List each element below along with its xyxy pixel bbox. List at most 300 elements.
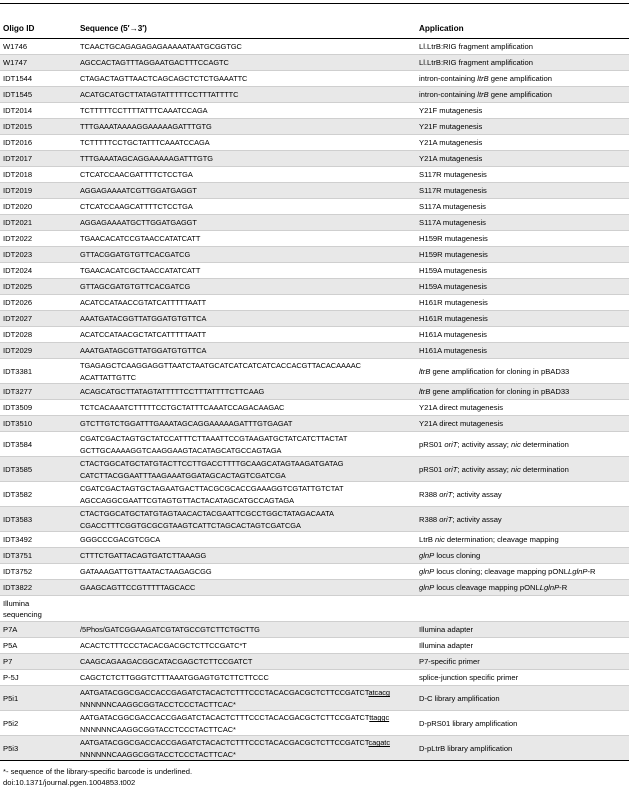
oligo-id-text: IDT2018 bbox=[3, 170, 33, 180]
cell-sequence bbox=[80, 711, 415, 736]
cell-application bbox=[419, 507, 627, 532]
cell-sequence bbox=[80, 507, 415, 532]
sequence-line: CTACTGGCATGCTATGTAGTAACACTACGAATTCGCCTGGCTATAGACAATA bbox=[80, 509, 334, 519]
cell-sequence bbox=[80, 736, 415, 761]
cell-sequence bbox=[80, 482, 415, 507]
application-text: H161A mutagenesis bbox=[419, 330, 487, 340]
application-text: ltrB gene amplification for cloning in pBAD33 bbox=[419, 387, 570, 397]
application-text: H159A mutagenesis bbox=[419, 266, 487, 276]
sequence-segment: AATGATACGGCGACCACCGAGATCTACACTCTTTCCCTACACGACGCTCTTCCGATCT bbox=[80, 738, 369, 748]
sequence-line: CTAGACTAGTTAACTCAGCAGCTCTCTGAAATTC bbox=[80, 74, 248, 84]
cell-oligo-id bbox=[3, 215, 77, 231]
table-row bbox=[0, 311, 629, 327]
application-text: S117R mutagenesis bbox=[419, 170, 487, 180]
sequence-line bbox=[80, 687, 390, 698]
cell-oligo-id bbox=[3, 736, 77, 761]
cell-sequence bbox=[80, 263, 415, 279]
cell-oligo-id bbox=[3, 580, 77, 596]
application-text: S117A mutagenesis bbox=[419, 218, 486, 228]
oligo-id-text: IDT2017 bbox=[3, 154, 33, 164]
oligo-id-text: IDT3509 bbox=[3, 403, 33, 413]
table-row bbox=[0, 39, 629, 55]
oligo-id-text: IDT3582 bbox=[3, 489, 33, 499]
cell-oligo-id bbox=[3, 400, 77, 416]
cell-sequence bbox=[80, 199, 415, 215]
table-row bbox=[0, 686, 629, 711]
sequence-line: AGCCACTAGTTTAGGAATGACTTTCCAGTC bbox=[80, 58, 229, 68]
cell-oligo-id bbox=[3, 686, 77, 711]
oligo-id-text: IDT1544 bbox=[3, 74, 33, 84]
cell-oligo-id bbox=[3, 263, 77, 279]
cell-oligo-id bbox=[3, 432, 77, 457]
sequence-line: ACATGCATGCTTATAGTATTTTTCCTTTATTTTC bbox=[80, 90, 239, 100]
cell-oligo-id bbox=[3, 548, 77, 564]
cell-application bbox=[419, 151, 627, 167]
table-row bbox=[0, 103, 629, 119]
cell-oligo-id bbox=[3, 384, 77, 400]
sequence-line: TGAACACATCCGTAACCATATCATT bbox=[80, 234, 201, 244]
table-row bbox=[0, 279, 629, 295]
sequence-line: CGATCGACTAGTGCTATCCATTTCTTAAATTCCGTAAGATGCTATCATCTTACTAT bbox=[80, 434, 348, 444]
application-text: Y21A mutagenesis bbox=[419, 154, 483, 164]
cell-application bbox=[419, 167, 627, 183]
cell-oligo-id bbox=[3, 416, 77, 432]
cell-sequence bbox=[80, 151, 415, 167]
cell-application bbox=[419, 670, 627, 686]
oligo-id-text: IDT3752 bbox=[3, 567, 33, 577]
oligo-id-text: W1747 bbox=[3, 58, 28, 68]
oligo-id-text: IDT2023 bbox=[3, 250, 33, 260]
top-rule bbox=[0, 3, 629, 4]
sequence-line: TGAACACATCGCTAACCATATCATT bbox=[80, 266, 201, 276]
sequence-line: TGAGAGCTCAAGGAGGTTAATCTAATGCATCATCATCATCACCACGTTACACAAAAC bbox=[80, 361, 361, 371]
table-row bbox=[0, 670, 629, 686]
sequence-line: TCTTTTTCCTTTTATTTCAAATCCAGA bbox=[80, 106, 208, 116]
application-text: Y21F mutagenesis bbox=[419, 122, 483, 132]
application-text: Ll.LtrB:RIG fragment amplification bbox=[419, 58, 533, 68]
footnote-note: *- sequence of the library-specific barcode is underlined. bbox=[3, 767, 193, 776]
cell-oligo-id bbox=[3, 87, 77, 103]
cell-sequence bbox=[80, 384, 415, 400]
cell-sequence bbox=[80, 311, 415, 327]
cell-oligo-id bbox=[3, 151, 77, 167]
cell-sequence bbox=[80, 548, 415, 564]
application-text: pRS01 oriT; activity assay; nic determination bbox=[419, 439, 569, 449]
cell-oligo-id bbox=[3, 279, 77, 295]
table-row bbox=[0, 736, 629, 761]
application-text: D-pLtrB library amplification bbox=[419, 743, 513, 753]
sequence-line: CTACTGGCATGCTATGTACTTCCTTGACCTTTTGCAAGCATAGTAAGATGATAG bbox=[80, 459, 344, 469]
application-text: Illumina adapter bbox=[419, 625, 474, 635]
cell-sequence bbox=[80, 622, 415, 638]
sequence-line bbox=[80, 712, 389, 723]
bottom-rule bbox=[0, 760, 629, 761]
table-row bbox=[0, 135, 629, 151]
cell-application bbox=[419, 55, 627, 71]
cell-oligo-id bbox=[3, 532, 77, 548]
cell-oligo-id bbox=[3, 231, 77, 247]
sequence-line: /5Phos/GATCGGAAGATCGTATGCCGTCTTCTGCTTG bbox=[80, 625, 260, 635]
cell-oligo-id bbox=[3, 135, 77, 151]
cell-application bbox=[419, 247, 627, 263]
cell-application bbox=[419, 119, 627, 135]
cell-application bbox=[419, 482, 627, 507]
cell-application bbox=[419, 311, 627, 327]
cell-sequence bbox=[80, 167, 415, 183]
oligo-id-text: IDT2028 bbox=[3, 330, 33, 340]
oligo-id-text: P7A bbox=[3, 625, 18, 635]
cell-oligo-id bbox=[3, 482, 77, 507]
sequence-line: AAATGATACGGTTATGGATGTGTTCA bbox=[80, 314, 207, 324]
cell-sequence bbox=[80, 654, 415, 670]
sequence-segment: AATGATACGGCGACCACCGAGATCTACACTCTTTCCCTACACGACGCTCTTCCGATCT bbox=[80, 688, 369, 698]
application-text: Y21A direct mutagenesis bbox=[419, 419, 504, 429]
cell-application bbox=[419, 596, 627, 622]
cell-application bbox=[419, 343, 627, 359]
cell-application bbox=[419, 215, 627, 231]
oligo-id-text: P7 bbox=[3, 657, 13, 667]
oligo-id-text: IDT2025 bbox=[3, 282, 33, 292]
application-text: intron-containing ltrB gene amplification bbox=[419, 74, 552, 84]
sequence-line: ACACTCTTTCCCTACACGACGCTCTTCCGATC*T bbox=[80, 641, 247, 651]
oligo-id-text: P5i3 bbox=[3, 743, 19, 753]
cell-application bbox=[419, 279, 627, 295]
cell-oligo-id bbox=[3, 55, 77, 71]
cell-sequence bbox=[80, 596, 415, 622]
application-text: H159R mutagenesis bbox=[419, 250, 488, 260]
cell-sequence bbox=[80, 686, 415, 711]
cell-application bbox=[419, 736, 627, 761]
table-row bbox=[0, 457, 629, 482]
table-row bbox=[0, 247, 629, 263]
table-header bbox=[0, 21, 629, 37]
oligo-id-text: IDT2015 bbox=[3, 122, 33, 132]
application-text: pRS01 oriT; activity assay; nic determination bbox=[419, 464, 569, 474]
oligo-id-text: IDT2020 bbox=[3, 202, 33, 212]
cell-sequence bbox=[80, 231, 415, 247]
application-text: LtrB nic determination; cleavage mapping bbox=[419, 535, 559, 545]
oligo-id-text: P5i1 bbox=[3, 693, 19, 703]
sequence-line: CTCATCCAAGCATTTTCTCCTGA bbox=[80, 202, 193, 212]
oligo-id-text: IDT3381 bbox=[3, 366, 33, 376]
cell-application bbox=[419, 457, 627, 482]
table-row bbox=[0, 596, 629, 622]
cell-oligo-id bbox=[3, 71, 77, 87]
table-row bbox=[0, 87, 629, 103]
cell-sequence bbox=[80, 532, 415, 548]
application-text: H161R mutagenesis bbox=[419, 314, 488, 324]
cell-sequence bbox=[80, 183, 415, 199]
oligo-id-text: IDT2027 bbox=[3, 314, 33, 324]
cell-sequence bbox=[80, 343, 415, 359]
oligo-id-text: IDT3584 bbox=[3, 439, 33, 449]
sequence-line: NNNNNNCAAGGCGGTACCTCCCTACTTCAC* bbox=[80, 724, 236, 734]
cell-application bbox=[419, 359, 627, 384]
sequence-line: AGGAGAAAATGCTTGGATGAGGT bbox=[80, 218, 197, 228]
oligo-id-text: P5A bbox=[3, 641, 18, 651]
application-text: R388 oriT; activity assay bbox=[419, 489, 502, 499]
sequence-line: TTTGAAATAGCAGGAAAAAGATTTGTG bbox=[80, 154, 213, 164]
cell-application bbox=[419, 384, 627, 400]
cell-sequence bbox=[80, 670, 415, 686]
cell-oligo-id bbox=[3, 295, 77, 311]
cell-sequence bbox=[80, 39, 415, 55]
cell-application bbox=[419, 638, 627, 654]
table-row bbox=[0, 119, 629, 135]
oligo-id-text: IDT2026 bbox=[3, 298, 33, 308]
sequence-line: AAATGATAGCGTTATGGATGTGTTCA bbox=[80, 346, 207, 356]
cell-application bbox=[419, 135, 627, 151]
cell-application bbox=[419, 263, 627, 279]
application-text: D-pRS01 library amplification bbox=[419, 718, 518, 728]
cell-oligo-id bbox=[3, 507, 77, 532]
cell-sequence bbox=[80, 416, 415, 432]
sequence-line: GGGCCCGACGTCGCA bbox=[80, 535, 161, 545]
table-row bbox=[0, 199, 629, 215]
sequence-line: GTCTTGTCTGGATTTGAAATAGCAGGAAAAAGATTTGTGAGAT bbox=[80, 419, 293, 429]
header-oligo-id: Oligo ID bbox=[3, 24, 35, 34]
cell-sequence bbox=[80, 247, 415, 263]
application-text: H159A mutagenesis bbox=[419, 282, 487, 292]
cell-sequence bbox=[80, 135, 415, 151]
sequence-line: TCTCACAAATCTTTTTCCTGCTATTTCAAATCCAGACAAGAC bbox=[80, 403, 285, 413]
application-text: Y21A mutagenesis bbox=[419, 138, 483, 148]
table-row bbox=[0, 432, 629, 457]
barcode-underlined: cagatc bbox=[368, 738, 390, 748]
footnote-doi: doi:10.1371/journal.pgen.1004853.t002 bbox=[3, 778, 136, 787]
cell-sequence bbox=[80, 103, 415, 119]
cell-application bbox=[419, 654, 627, 670]
table-row bbox=[0, 231, 629, 247]
application-text: Y21A direct mutagenesis bbox=[419, 403, 504, 413]
cell-application bbox=[419, 87, 627, 103]
oligo-id-text: P5i2 bbox=[3, 718, 19, 728]
oligo-id-text: P-5J bbox=[3, 673, 19, 683]
cell-application bbox=[419, 39, 627, 55]
sequence-line: CAGCTCTCTTGGGTCTTTAAATGGAGTGTCTTCTTCCC bbox=[80, 673, 269, 683]
cell-oligo-id bbox=[3, 39, 77, 55]
cell-oligo-id bbox=[3, 711, 77, 736]
sequence-line: ACATTATTGTTC bbox=[80, 372, 137, 382]
application-text: S117A mutagenesis bbox=[419, 202, 486, 212]
application-text: H161A mutagenesis bbox=[419, 346, 487, 356]
cell-oligo-id bbox=[3, 183, 77, 199]
table-row bbox=[0, 55, 629, 71]
cell-application bbox=[419, 686, 627, 711]
oligo-id-text: IDT3277 bbox=[3, 387, 33, 397]
cell-sequence bbox=[80, 432, 415, 457]
cell-oligo-id bbox=[3, 327, 77, 343]
cell-sequence bbox=[80, 279, 415, 295]
application-text: H161R mutagenesis bbox=[419, 298, 488, 308]
sequence-line: GCTTGCAAAAGGTCAAGGAAGTACATAGCATGCCAGTAGA bbox=[80, 445, 282, 455]
sequence-line: GATAAAGATTGTTAATACTAAGAGCGG bbox=[80, 567, 212, 577]
cell-application bbox=[419, 231, 627, 247]
cell-oligo-id bbox=[3, 622, 77, 638]
cell-sequence bbox=[80, 400, 415, 416]
oligo-id-text: IDT2016 bbox=[3, 138, 33, 148]
application-text: P7-specific primer bbox=[419, 657, 480, 667]
cell-application bbox=[419, 71, 627, 87]
cell-oligo-id bbox=[3, 670, 77, 686]
sequence-line: TCAACTGCAGAGAGAGAAAAATAATGCGGTGC bbox=[80, 42, 242, 52]
barcode-underlined: ttaggc bbox=[369, 713, 390, 723]
table-row bbox=[0, 507, 629, 532]
cell-sequence bbox=[80, 359, 415, 384]
oligo-id-text: Illumina sequencing bbox=[3, 598, 42, 619]
oligo-id-text: IDT2024 bbox=[3, 266, 33, 276]
cell-oligo-id bbox=[3, 103, 77, 119]
sequence-segment: AATGATACGGCGACCACCGAGATCTACACTCTTTCCCTACACGACGCTCTTCCGATCT bbox=[80, 713, 370, 723]
cell-application bbox=[419, 564, 627, 580]
table-row bbox=[0, 327, 629, 343]
sequence-line: GTTACGGATGTGTTCACGATCG bbox=[80, 250, 191, 260]
table-row bbox=[0, 711, 629, 736]
oligo-id-text: IDT2029 bbox=[3, 346, 33, 356]
table-row bbox=[0, 384, 629, 400]
sequence-line: CATCTTACGGAATTTAAGAAATGGATAGCACTAGTCGATCGA bbox=[80, 470, 286, 480]
cell-application bbox=[419, 103, 627, 119]
oligo-id-text: IDT2019 bbox=[3, 186, 33, 196]
table-row bbox=[0, 400, 629, 416]
sequence-line: GAAGCAGTTCCGTTTTTAGCACC bbox=[80, 583, 196, 593]
cell-oligo-id bbox=[3, 359, 77, 384]
application-text: splice-junction specific primer bbox=[419, 673, 519, 683]
sequence-line: NNNNNNCAAGGCGGTACCTCCCTACTTCAC* bbox=[80, 749, 236, 759]
sequence-line: GTTAGCGATGTGTTCACGATCG bbox=[80, 282, 191, 292]
sequence-line: AGGAGAAAATCGTTGGATGAGGT bbox=[80, 186, 197, 196]
table-row bbox=[0, 482, 629, 507]
table-row bbox=[0, 654, 629, 670]
cell-oligo-id bbox=[3, 457, 77, 482]
table-row bbox=[0, 263, 629, 279]
cell-sequence bbox=[80, 457, 415, 482]
cell-application bbox=[419, 580, 627, 596]
sequence-line: ACATCCATAACGCTATCATTTTTAATT bbox=[80, 330, 207, 340]
cell-application bbox=[419, 183, 627, 199]
oligo-id-text: IDT3585 bbox=[3, 464, 33, 474]
sequence-line: TCTTTTTCCTGCTATTTCAAATCCAGA bbox=[80, 138, 210, 148]
oligo-id-text: IDT3492 bbox=[3, 535, 33, 545]
table-row bbox=[0, 295, 629, 311]
application-text: intron-containing ltrB gene amplification bbox=[419, 90, 552, 100]
table-row bbox=[0, 215, 629, 231]
application-text: D-C library amplification bbox=[419, 693, 500, 703]
sequence-line: CGACCTTTCGGTGCGCGTAAGTCATTCTAGCACTAGTCGATCGA bbox=[80, 520, 301, 530]
sequence-line: AGCCAGGCGAATTCGTAGTGTTACTACATAGCATGCCAGTAGA bbox=[80, 495, 294, 505]
oligo-id-text: IDT1545 bbox=[3, 90, 33, 100]
sequence-line: CGATCGACTAGTGCTAGAATGACTTACGCGCACCGAAAGGTCGTATTGTCTAT bbox=[80, 484, 344, 494]
cell-sequence bbox=[80, 215, 415, 231]
cell-oligo-id bbox=[3, 247, 77, 263]
sequence-line: NNNNNNCAAGGCGGTACCTCCCTACTTCAC* bbox=[80, 699, 236, 709]
cell-oligo-id bbox=[3, 654, 77, 670]
cell-application bbox=[419, 622, 627, 638]
application-text: Illumina adapter bbox=[419, 641, 474, 651]
cell-application bbox=[419, 199, 627, 215]
cell-sequence bbox=[80, 87, 415, 103]
cell-sequence bbox=[80, 55, 415, 71]
cell-application bbox=[419, 711, 627, 736]
cell-sequence bbox=[80, 327, 415, 343]
application-text: glnP locus cloning bbox=[419, 551, 481, 561]
application-text: R388 oriT; activity assay bbox=[419, 514, 502, 524]
table-row bbox=[0, 580, 629, 596]
application-text: glnP locus cleavage mapping pONLLglnP-R bbox=[419, 583, 568, 593]
table-row bbox=[0, 416, 629, 432]
oligo-id-text: IDT3583 bbox=[3, 514, 33, 524]
table-row bbox=[0, 151, 629, 167]
cell-oligo-id bbox=[3, 596, 77, 622]
cell-application bbox=[419, 400, 627, 416]
table-row bbox=[0, 532, 629, 548]
sequence-line: CAAGCAGAAGACGGCATACGAGCTCTTCCGATCT bbox=[80, 657, 253, 667]
oligo-id-text: IDT3510 bbox=[3, 419, 33, 429]
cell-sequence bbox=[80, 638, 415, 654]
cell-oligo-id bbox=[3, 564, 77, 580]
oligo-id-text: IDT2021 bbox=[3, 218, 33, 228]
cell-sequence bbox=[80, 564, 415, 580]
cell-oligo-id bbox=[3, 343, 77, 359]
table-row bbox=[0, 564, 629, 580]
table-row bbox=[0, 622, 629, 638]
cell-application bbox=[419, 432, 627, 457]
application-text: glnP locus cloning; cleavage mapping pONLLglnP-R bbox=[419, 567, 596, 577]
cell-oligo-id bbox=[3, 199, 77, 215]
table-row bbox=[0, 183, 629, 199]
oligo-id-text: IDT2014 bbox=[3, 106, 33, 116]
table-row bbox=[0, 638, 629, 654]
header-sequence: Sequence (5′→3′) bbox=[80, 24, 147, 34]
oligo-id-text: IDT3822 bbox=[3, 583, 33, 593]
cell-oligo-id bbox=[3, 119, 77, 135]
oligo-id-text: W1746 bbox=[3, 42, 28, 52]
cell-application bbox=[419, 416, 627, 432]
application-text: Ll.LtrB:RIG fragment amplification bbox=[419, 42, 533, 52]
table-row bbox=[0, 71, 629, 87]
cell-oligo-id bbox=[3, 167, 77, 183]
sequence-line: ACAGCATGCTTATAGTATTTTTCCTTTATTTTCTTCAAG bbox=[80, 387, 265, 397]
cell-application bbox=[419, 327, 627, 343]
sequence-line: ACATCCATAACCGTATCATTTTTAATT bbox=[80, 298, 207, 308]
cell-application bbox=[419, 532, 627, 548]
cell-sequence bbox=[80, 119, 415, 135]
table-footnote bbox=[3, 766, 192, 788]
sequence-line: TTTGAAATAAAAGGAAAAAGATTTGTG bbox=[80, 122, 212, 132]
cell-oligo-id bbox=[3, 311, 77, 327]
application-text: ltrB gene amplification for cloning in pBAD33 bbox=[419, 366, 570, 376]
sequence-line: CTTTCTGATTACAGTGATCTTAAAGG bbox=[80, 551, 207, 561]
barcode-underlined: atcacg bbox=[368, 688, 390, 698]
cell-sequence bbox=[80, 71, 415, 87]
header-application: Application bbox=[419, 24, 464, 34]
application-text: H159R mutagenesis bbox=[419, 234, 488, 244]
table-row bbox=[0, 167, 629, 183]
cell-application bbox=[419, 548, 627, 564]
cell-application bbox=[419, 295, 627, 311]
table-row bbox=[0, 359, 629, 384]
cell-oligo-id bbox=[3, 638, 77, 654]
oligo-id-text: IDT2022 bbox=[3, 234, 33, 244]
oligo-id-text: IDT3751 bbox=[3, 551, 33, 561]
table-row bbox=[0, 548, 629, 564]
cell-sequence bbox=[80, 580, 415, 596]
cell-sequence bbox=[80, 295, 415, 311]
application-text: S117R mutagenesis bbox=[419, 186, 487, 196]
table-row bbox=[0, 343, 629, 359]
application-text: Y21F mutagenesis bbox=[419, 106, 483, 116]
sequence-line: CTCATCCAACGATTTTCTCCTGA bbox=[80, 170, 193, 180]
